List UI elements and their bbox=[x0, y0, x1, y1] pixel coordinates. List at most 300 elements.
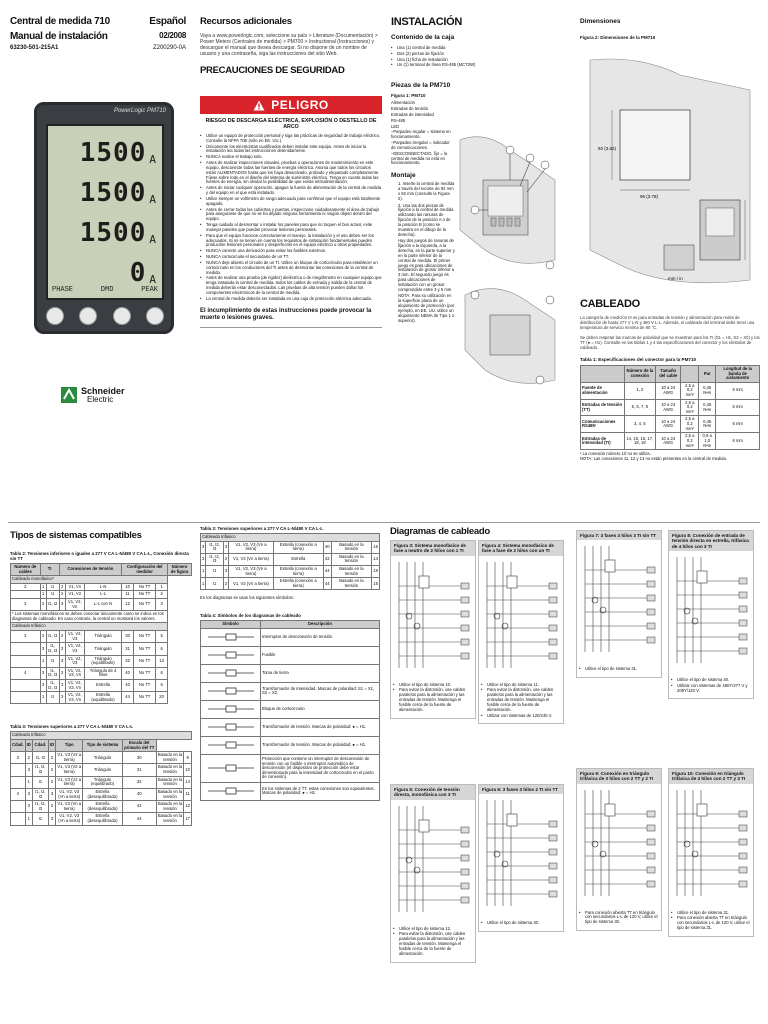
table-cell: V1, V3 (Vn a tierra) bbox=[229, 578, 273, 590]
table-cell: V1, V3 (V2 a tierra) bbox=[56, 752, 83, 764]
meter-brand: PowerLogic PM710 bbox=[113, 108, 166, 114]
table-cell: 3 bbox=[40, 679, 46, 691]
table-cell: 13 bbox=[156, 655, 168, 667]
table-cell: 6 mm bbox=[716, 416, 760, 433]
table-cell: 0,45 N•m bbox=[699, 399, 716, 416]
table-row bbox=[11, 813, 192, 825]
table-3-continued bbox=[200, 533, 380, 590]
table-header bbox=[581, 365, 625, 382]
table-cell: 3, 4, 5 bbox=[624, 416, 655, 433]
table-band bbox=[11, 623, 192, 631]
wiring-figure bbox=[668, 768, 754, 937]
table-header: Descripción bbox=[261, 621, 380, 629]
safety-item: • Antes de iniciar cualquier operación, apague la fuente de alimentación de la central de medida y del equipo en el que está instalado. bbox=[200, 186, 382, 196]
dimensions-section bbox=[580, 18, 760, 40]
table-cell: Entradas de tensión (TT) bbox=[581, 399, 625, 416]
mount-title: Montaje bbox=[391, 172, 416, 180]
table-cell: I1, I2, I3 bbox=[32, 764, 48, 776]
safety-item: • Utilice siempre un voltímetro de rango adecuado para confirmar que el equipo está totalmente apagado. bbox=[200, 197, 382, 207]
table-header: Tipo bbox=[56, 740, 83, 752]
connector-spec-table bbox=[580, 365, 760, 450]
symbol-cell bbox=[201, 628, 261, 646]
wiring-figure bbox=[390, 540, 476, 719]
table-row bbox=[581, 399, 760, 416]
table-header: Tamaño del cable bbox=[655, 365, 681, 382]
parts-title: Piezas de la PM710 bbox=[391, 82, 451, 90]
wiring-figure bbox=[478, 540, 564, 724]
table-row bbox=[11, 655, 192, 667]
table-row bbox=[11, 564, 192, 576]
symbol-cell bbox=[201, 754, 261, 782]
mount-step: Hay dos juegos de ranuras de fijación a la izquierda, a la derecha, en la parte superior y en la parte inferior de la central de medida. El primer juego es para ubicaciones de instalación de grosor inferior a 3 mm. El segundo juego es para ubicaciones de instalación con un grosor comprendido entre 3 y 6 mm. bbox=[398, 238, 455, 292]
wiring-figure bbox=[478, 784, 564, 932]
table-cell: 5, 6, 7, 8 bbox=[624, 399, 655, 416]
symbol-cell bbox=[201, 664, 261, 682]
table-cell: V1, V2, V3 (Vn a tierra) bbox=[229, 541, 273, 553]
safety-item: • Para que el equipo funcione correctamente el manejo, la instalación y el uso deben ser los adecuados. Si no se tienen en cuenta los requisitos de instalación fundamentales pueden producirse lesiones personales y desperfectos en el equipo eléctrico u otras propiedades. bbox=[200, 234, 382, 248]
table-row bbox=[201, 566, 380, 578]
meter-buttons bbox=[46, 307, 164, 325]
safety-item: • Antes de realizar inspecciones visuales, pruebas u operaciones de mantenimiento en este equipo, desconecte todas las fuentes de energía eléctrica. Asuma que todos los circuitos están ALIMENTADOS hasta que los haya desactivado, probado y etiquetado completamente. Fíjese sobre todo en el diseño del sistema de suministro eléctrico. Tenga en cuenta todas las fuentes de energía, sin olvidar la posibilidad de que exista retroalimentación. bbox=[200, 161, 382, 185]
cabling-paragraph-2: Se deben respetar las marcas de polaridad que se muestran para los TI (S1 = H1, S2 = X0) y los TT (● = H1). Consulte en las tablas 1 y 4 las especificaciones del conector y los símbolos de cableado. bbox=[580, 335, 760, 351]
table-cell: I1, I2, I3 bbox=[206, 553, 224, 565]
wiring-symbol-icon bbox=[206, 703, 256, 715]
symbol-cell bbox=[201, 736, 261, 754]
wiring-figure-title: Figura 4: Sistema monofásico de fase a fase de 2 hilos con un TI bbox=[479, 541, 563, 556]
table-cell: 2 bbox=[223, 578, 228, 590]
table-cell: 14 bbox=[184, 776, 192, 788]
table-cell: Basado en la tensión bbox=[156, 764, 183, 776]
wiring-figure bbox=[576, 530, 662, 678]
table-row bbox=[201, 664, 380, 682]
table-cell: 3 bbox=[59, 643, 65, 655]
wiring-figure-title: Figura 9: Conexión en triángulo trifásica de 3 hilos con 2 TT y 2 TI bbox=[577, 769, 661, 784]
meter-lcd-labels bbox=[52, 286, 158, 294]
doc-language: Español bbox=[149, 16, 186, 27]
box-item: • Un (1) terminal de línea RS-485 (MCT2W) bbox=[391, 63, 485, 68]
table-cell: 2 bbox=[156, 591, 168, 599]
table-cell: V1, V2, V3 bbox=[65, 643, 84, 655]
wiring-symbol-icon bbox=[206, 649, 256, 661]
table-cell bbox=[11, 643, 41, 655]
lcd-value: 1500 bbox=[79, 218, 147, 248]
table-cell: I1 bbox=[206, 578, 224, 590]
table-cell: 3 bbox=[156, 599, 168, 611]
resources-heading: Recursos adicionales bbox=[200, 16, 292, 27]
wiring-figure-note: • Utilice el tipo de sistema 10. bbox=[393, 683, 473, 688]
diagrams-section bbox=[390, 526, 490, 537]
table-cell: 0,45 N•m bbox=[699, 382, 716, 399]
table-cell: No TT bbox=[133, 583, 155, 591]
table-cell: 11 bbox=[184, 788, 192, 800]
table-cell: 3 bbox=[25, 764, 32, 776]
resources-section bbox=[200, 16, 382, 76]
table-cell: Basado en la tensión bbox=[331, 541, 372, 553]
symbol-description: Bloque de cortocircuito bbox=[261, 700, 380, 718]
wiring-diagram bbox=[669, 784, 755, 904]
table-row bbox=[11, 679, 192, 691]
table-cell: 1 bbox=[40, 591, 46, 599]
table-cell: I1, I2, I3 bbox=[46, 679, 59, 691]
table-cell: I1, I2 bbox=[46, 599, 59, 611]
table-cell: 40 bbox=[122, 679, 134, 691]
wiring-symbol-icon bbox=[206, 762, 256, 774]
table-cell: Estrella (equilibrado) bbox=[84, 692, 121, 704]
table-row bbox=[201, 782, 380, 800]
lcd-value: 1500 bbox=[79, 138, 147, 168]
lcd-unit: A bbox=[149, 153, 156, 166]
wiring-figure-title: Figura 10: Conexión en triángulo trifásica de 3 hilos con 2 TT y 3 TI bbox=[669, 769, 753, 784]
table-row bbox=[11, 740, 192, 752]
logo-line-1: Schneider bbox=[81, 385, 125, 396]
lcd-unit: A bbox=[149, 273, 156, 286]
table-cell: Triángulo (equilibrado) bbox=[83, 776, 122, 788]
table-cell: 11 bbox=[122, 591, 134, 599]
table-header: Cdad. bbox=[11, 740, 26, 752]
mount-step: NOTA: Para su utilización en la superficie plana de un alojamiento de protección (por ejemplo, en EE. UU. utilice un alojamiento NEMA de Tipo 1 o superior). bbox=[398, 293, 455, 323]
table-header: ID bbox=[25, 740, 32, 752]
table-cell: 2 bbox=[59, 631, 65, 643]
table-cell: No TT bbox=[133, 692, 155, 704]
table-cell: 9 bbox=[184, 752, 192, 764]
part-label: Alimentación bbox=[391, 100, 415, 106]
symbol-cell bbox=[201, 682, 261, 700]
table-cell: L-L con N bbox=[84, 599, 121, 611]
header bbox=[10, 16, 186, 53]
part-item bbox=[391, 141, 451, 151]
table-cell: V1, V3 (V2 a tierra) bbox=[56, 776, 83, 788]
systems-section bbox=[10, 530, 192, 826]
table-row bbox=[11, 801, 192, 813]
table-cell: Estrella (desequilibrado) bbox=[83, 788, 122, 800]
table-cell: 3 bbox=[25, 801, 32, 813]
mount-step: 1. Inserte la central de medida a través del recorte de 92 mm x 92 mm (consulte la Figura 2). bbox=[398, 181, 455, 201]
wiring-diagram bbox=[479, 794, 565, 914]
table-cell: 3 bbox=[59, 679, 65, 691]
table-cell: 2 bbox=[48, 752, 55, 764]
resources-text: Vaya a www.powerlogic.com, seleccione su país > Literature (Documentación) > Power Meters (Centrales de medida) > PM700 > Instructional (Instrucciones) y descargue el manual que desea descargar. Si no dispone de un nombre de usuario y una contraseña, siga las instrucciones del sitio Web. bbox=[200, 33, 378, 57]
lcd-unit: A bbox=[149, 233, 156, 246]
table-cell: Triángulo bbox=[84, 631, 121, 643]
table-cell: 6 bbox=[156, 643, 168, 655]
table-cell: 2,5 a 0,2 mm² bbox=[681, 399, 699, 416]
safety-heading: PRECAUCIONES DE SEGURIDAD bbox=[200, 65, 345, 76]
table-cell: I1, I2, I3 bbox=[32, 788, 48, 800]
table-header: Tipo de sistema bbox=[83, 740, 122, 752]
table-1-note-2: NOTA: Las conexiones 11, 12 y 13 no están presentes en la central de medida. bbox=[580, 455, 727, 461]
table-cell bbox=[11, 655, 41, 667]
table-cell: 1 bbox=[40, 583, 46, 591]
table-cell: I1 bbox=[46, 692, 59, 704]
symbol-cell bbox=[201, 700, 261, 718]
table-cell: 44 bbox=[122, 692, 134, 704]
meter-button-2[interactable] bbox=[79, 307, 97, 325]
dim-label-92: 92 (3.62) bbox=[598, 146, 617, 151]
table-cell: V1, V3 (V2 a tierra) bbox=[56, 764, 83, 776]
table-cell: Basado en la tensión bbox=[156, 752, 183, 764]
table-cell: 2 bbox=[40, 599, 46, 611]
wiring-symbol-icon bbox=[206, 667, 256, 679]
meter-button-4[interactable] bbox=[146, 307, 164, 325]
table-cell: 12 bbox=[184, 801, 192, 813]
table-cell: 1 bbox=[25, 813, 32, 825]
table-cell: 4 bbox=[11, 788, 26, 800]
table-cell: 42 bbox=[323, 553, 331, 565]
part-label: RS-485 bbox=[391, 117, 406, 123]
table-row bbox=[201, 646, 380, 664]
wiring-figure-note: • Utilice el tipo de sistema 40. bbox=[671, 678, 751, 683]
box-item: • Dos (2) piezas de fijación bbox=[391, 52, 485, 57]
table-row bbox=[11, 591, 192, 599]
table-row bbox=[201, 628, 380, 646]
safety-item: • NUNCA deje abierto el circuito de un TI. Utilice un bloque de cortocircuito para establecer un cortocircuito en los conductores del TI antes de desmontar las conexiones de la central de medida. bbox=[200, 261, 382, 275]
table-cell: 12 bbox=[122, 599, 134, 611]
installation-drawing bbox=[455, 120, 565, 420]
table-cell: V1, V2, V3 bbox=[65, 655, 84, 667]
table-cell: 10 a 24 AWG bbox=[655, 382, 681, 399]
cabling-section bbox=[580, 298, 760, 462]
table-cell: 30 bbox=[122, 752, 156, 764]
wiring-figure-note: • Utilizar con sistemas de 480Y/277 V y 208Y/120 V. bbox=[671, 684, 751, 694]
table-header: Par bbox=[699, 365, 716, 382]
wiring-figure-notes bbox=[669, 909, 753, 936]
part-label: Entradas de tensión bbox=[391, 106, 429, 112]
table-band bbox=[11, 732, 192, 740]
wiring-figure-note: • Utilizar con sistemas de 120/240 V. bbox=[481, 714, 561, 719]
table-cell: I1 bbox=[206, 566, 224, 578]
table-cell: 3 bbox=[223, 566, 228, 578]
wiring-figure-title: Figura 3: Sistema monofásico de fase a neutro de 2 hilos con 1 TI bbox=[391, 541, 475, 556]
mount-steps bbox=[391, 182, 455, 323]
table-cell: No TT bbox=[133, 667, 155, 679]
table-cell: I1, I3 bbox=[46, 631, 59, 643]
meter-button-1[interactable] bbox=[46, 307, 64, 325]
table-row bbox=[581, 382, 760, 399]
wiring-figure bbox=[668, 530, 754, 699]
table-band bbox=[201, 534, 380, 542]
lcd-row bbox=[54, 256, 156, 288]
table-cell: Basado en la tensión bbox=[331, 566, 372, 578]
lcd-value: 1500 bbox=[79, 178, 147, 208]
wiring-symbol-icon bbox=[206, 785, 256, 797]
table-cell: 2 bbox=[11, 583, 41, 591]
table-cell: Basado en la tensión bbox=[331, 553, 372, 565]
table-cell: 3 bbox=[40, 667, 46, 679]
wiring-figure-notes bbox=[577, 665, 661, 677]
table-header bbox=[681, 365, 699, 382]
table-cell: No TT bbox=[133, 655, 155, 667]
symbol-description: En los sistemas de 2 TT, estas conexiones son equivalentes. Marcas de polaridad: ● = H1. bbox=[261, 782, 380, 800]
wiring-figure-notes bbox=[391, 925, 475, 962]
dimensions-drawing bbox=[580, 50, 760, 290]
safety-item: • Antes de realizar una prueba (de rigidez) dieléctrica o de megóhmetro en cualquier equipo que tenga instalada la central de medida, todos los cables de entrada y salida de la central de medida deberán estar desconectados. Las pruebas de alta tensión pueden dañar los componentes electrónicos de la central de medida. bbox=[200, 276, 382, 295]
symbols-intro: En los diagramas se usan los siguientes símbolos: bbox=[200, 595, 294, 601]
table-band-label: Cableado trifásico bbox=[11, 732, 192, 740]
systems-heading: Tipos de sistemas compatibles bbox=[10, 530, 142, 541]
meter-button-3[interactable] bbox=[113, 307, 131, 325]
table-cell: V1, V2, V3 (Vn a tierra) bbox=[56, 813, 83, 825]
table-cell: 3 bbox=[48, 788, 55, 800]
table-cell: 1 bbox=[25, 776, 32, 788]
doc-date: 02/2008 bbox=[159, 31, 186, 40]
table-cell: I1, I3 bbox=[32, 752, 48, 764]
table-cell: L-L bbox=[84, 591, 121, 599]
table-cell: 10 a 24 AWG bbox=[655, 399, 681, 416]
table-1-caption: Tabla 1: Especificaciones del conector para la PM710 bbox=[580, 356, 697, 362]
table-cell: 2 bbox=[48, 764, 55, 776]
table-cell: Triángulo de 4 hilos bbox=[84, 667, 121, 679]
wiring-figure-notes bbox=[669, 676, 753, 698]
table-cell: 3 bbox=[11, 599, 41, 611]
wiring-figure-note: • Para evitar la distorsión, use cables paralelos para la alimentación y las entradas de tensión. Mantenga el fusible cerca de la fuente de alimentación. bbox=[393, 932, 473, 956]
part-label: –DESCONNECTADO, fijo = la central de medida no está en funcionamiento. bbox=[391, 150, 448, 166]
danger-banner bbox=[200, 96, 382, 114]
table-cell bbox=[11, 776, 26, 788]
wiring-figure-note: • Utilice el tipo de sistema 11. bbox=[481, 683, 561, 688]
table-cell: 32 bbox=[122, 655, 134, 667]
safety-item: • Únicamente los electricistas cualificados deben instalar este equipo. Antes de iniciar la instalación lea todas las instrucciones detenidamente. bbox=[200, 145, 382, 155]
table-cell: 2 bbox=[25, 752, 32, 764]
wiring-figure-title: Figura 6: 3 fases 3 hilos 2 TI sin TT bbox=[479, 785, 563, 794]
table-cell: 1 bbox=[156, 583, 168, 591]
table-row bbox=[201, 553, 380, 565]
table-row bbox=[201, 718, 380, 736]
part-label: –Parpadeo irregular = indicador de comunicaciones. bbox=[391, 140, 450, 150]
table-cell: L-N bbox=[84, 583, 121, 591]
table-cell: 2 bbox=[59, 591, 65, 599]
table-cell: 2 bbox=[223, 553, 228, 565]
meter-lcd bbox=[46, 124, 164, 300]
wiring-figure-title: Figura 7: 3 fases 3 hilos 3 TI sin TT bbox=[577, 531, 661, 540]
table-row bbox=[201, 541, 380, 553]
part-label: –Parpadeo regular = sistema en funcionamiento. bbox=[391, 129, 451, 140]
table-band bbox=[11, 576, 192, 584]
table-cell: Comunicaciones RS485¹ bbox=[581, 416, 625, 433]
symbols-table bbox=[200, 620, 380, 801]
table-row bbox=[11, 631, 192, 643]
table-cell: 15 bbox=[372, 578, 380, 590]
table-cell: Estrella (conexión a tierra) bbox=[273, 578, 323, 590]
table-cell: 6 bbox=[156, 679, 168, 691]
table-note: * Los sistemas monofásicos se deben conectar únicamente como se indica en los diagramas de cableado. En caso contrario, la central no mostrará los valores. bbox=[11, 611, 168, 623]
table-header: Número de figura bbox=[168, 564, 192, 576]
figure-1-caption: Figura 1: PM710 bbox=[391, 93, 426, 99]
table-cell: 10 bbox=[184, 764, 192, 776]
part-label: Entradas de intensidad bbox=[391, 111, 434, 117]
lcd-row bbox=[54, 176, 156, 208]
table-row bbox=[11, 764, 192, 776]
safety-footer: El incumplimiento de estas instrucciones puede provocar la muerte o lesiones graves. bbox=[200, 307, 372, 321]
safety-item: • La central de medida debería ser instalada en una caja de protección eléctrica adecuada. bbox=[200, 297, 382, 302]
table-cell: 1 bbox=[201, 578, 206, 590]
table-cell: 20 bbox=[156, 692, 168, 704]
table-cell: V1, V2, V3, Vn bbox=[65, 679, 84, 691]
wiring-figure bbox=[576, 768, 662, 931]
wiring-diagram bbox=[391, 800, 477, 920]
table-cell: Estrella bbox=[273, 553, 323, 565]
table-cell: I1 bbox=[46, 591, 59, 599]
table-cell: 32 bbox=[122, 776, 156, 788]
wiring-figure-note: • Utilice el tipo de sistema 12. bbox=[393, 927, 473, 932]
table-cell: 3 bbox=[59, 599, 65, 611]
table-cell: 2,5 a 0,2 mm² bbox=[681, 416, 699, 433]
part-label: LED bbox=[391, 123, 400, 129]
part-item bbox=[391, 152, 451, 166]
cabling-paragraph-1: La categoría de medición III es para entradas de tensión y alimentación para redes de distribución de hasta 277 V L-N y 480 V L-L. Además, el cableado del terminal debe tener una temperatura de servicio mínima de 80 °C. bbox=[580, 315, 755, 330]
table-cell: V1, V2, V3 (Vn a tierra) bbox=[56, 788, 83, 800]
table-cell: I1, I2, I3 bbox=[46, 643, 59, 655]
installation-heading: INSTALACIÓN bbox=[391, 16, 463, 28]
table-row bbox=[11, 611, 192, 623]
table-header: Cdad. bbox=[32, 740, 48, 752]
table-cell: 4 bbox=[11, 667, 41, 679]
table-cell: Triángulo (equilibrado) bbox=[84, 655, 121, 667]
table-cell: V1, V2, V3, Vn bbox=[65, 692, 84, 704]
table-cell: 3 bbox=[11, 631, 41, 643]
safety-item: • NUNCA cortocircuite el secundario de un TT. bbox=[200, 255, 382, 260]
symbol-description: Toma de tierra bbox=[261, 664, 380, 682]
symbol-description: Transformador de tensión. Marcas de polaridad: ● = H1. bbox=[261, 736, 380, 754]
symbol-cell bbox=[201, 646, 261, 664]
table-cell: Basado en la tensión bbox=[156, 801, 183, 813]
table-row bbox=[11, 643, 192, 655]
table-1-note-1: ¹ La conexión número 10 no se utiliza. bbox=[580, 451, 651, 457]
wiring-figure-note: • Para evitar la distorsión, use cables paralelos para la alimentación y las entradas de tensión. Mantenga el fusible cerca de la fuente de alimentación. bbox=[481, 688, 561, 712]
table-row bbox=[201, 754, 380, 782]
table-band-label: Cableado trifásico bbox=[201, 534, 380, 542]
symbol-description: Fusible bbox=[261, 646, 380, 664]
doc-title: Central de medida 710 bbox=[10, 16, 110, 27]
table-cell: No TT bbox=[133, 591, 155, 599]
table-cell: No TT bbox=[133, 679, 155, 691]
table-cell: V1, V2, V3, Vn bbox=[65, 667, 84, 679]
wiring-figure-note: • Para conexión abierta TT en triángulo con secundarios L-L de 120 V, utilice el tipo de sistema 30. bbox=[579, 911, 659, 925]
table-cell bbox=[11, 679, 41, 691]
box-contents-title: Contenido de la caja bbox=[391, 34, 455, 41]
table-cell: 16 bbox=[372, 541, 380, 553]
table-cell: 3 bbox=[11, 752, 26, 764]
table-cell: Triángulo bbox=[83, 752, 122, 764]
table-row bbox=[11, 583, 192, 591]
table-cell: Fuente de alimentación bbox=[581, 382, 625, 399]
diagrams-heading: Diagramas de cableado bbox=[390, 526, 490, 537]
table-cell: I1, I2, I3 bbox=[206, 541, 224, 553]
wiring-figure-notes bbox=[479, 681, 563, 724]
table-cell: Basado en la tensión bbox=[156, 788, 183, 800]
table-cell: 3 bbox=[25, 788, 32, 800]
table-cell: V1, V3 (Vn a tierra) bbox=[56, 801, 83, 813]
table-cell: 31 bbox=[122, 643, 134, 655]
table-cell: I1 bbox=[46, 583, 59, 591]
table-header: Configuración del medidor bbox=[122, 564, 168, 576]
table-header: Símbolo bbox=[201, 621, 261, 629]
box-item: • Una (1) central de medida bbox=[391, 46, 485, 51]
logo-line-2: Electric bbox=[87, 394, 114, 404]
table-cell: 42 bbox=[122, 801, 156, 813]
table-cell: 2 bbox=[40, 631, 46, 643]
table-cell: I1 bbox=[32, 813, 48, 825]
table-cell: 5 bbox=[156, 631, 168, 643]
table-cell: 6 mm bbox=[716, 433, 760, 450]
safety-item: • Tenga cuidado al desmontar o instalar los paneles para que no toquen el bus activo; evite manejar paneles que puedan provocar lesiones personales. bbox=[200, 223, 382, 233]
lcd-value: 0 bbox=[129, 258, 147, 288]
table-cell: Triángulo bbox=[84, 643, 121, 655]
table-4-caption: Tabla 4: Símbolos de los diagramas de cableado bbox=[200, 613, 301, 619]
box-contents-list bbox=[391, 46, 485, 68]
table-row bbox=[201, 621, 380, 629]
table-row bbox=[201, 736, 380, 754]
dim-label-96: 96 (3.78) bbox=[640, 194, 659, 199]
